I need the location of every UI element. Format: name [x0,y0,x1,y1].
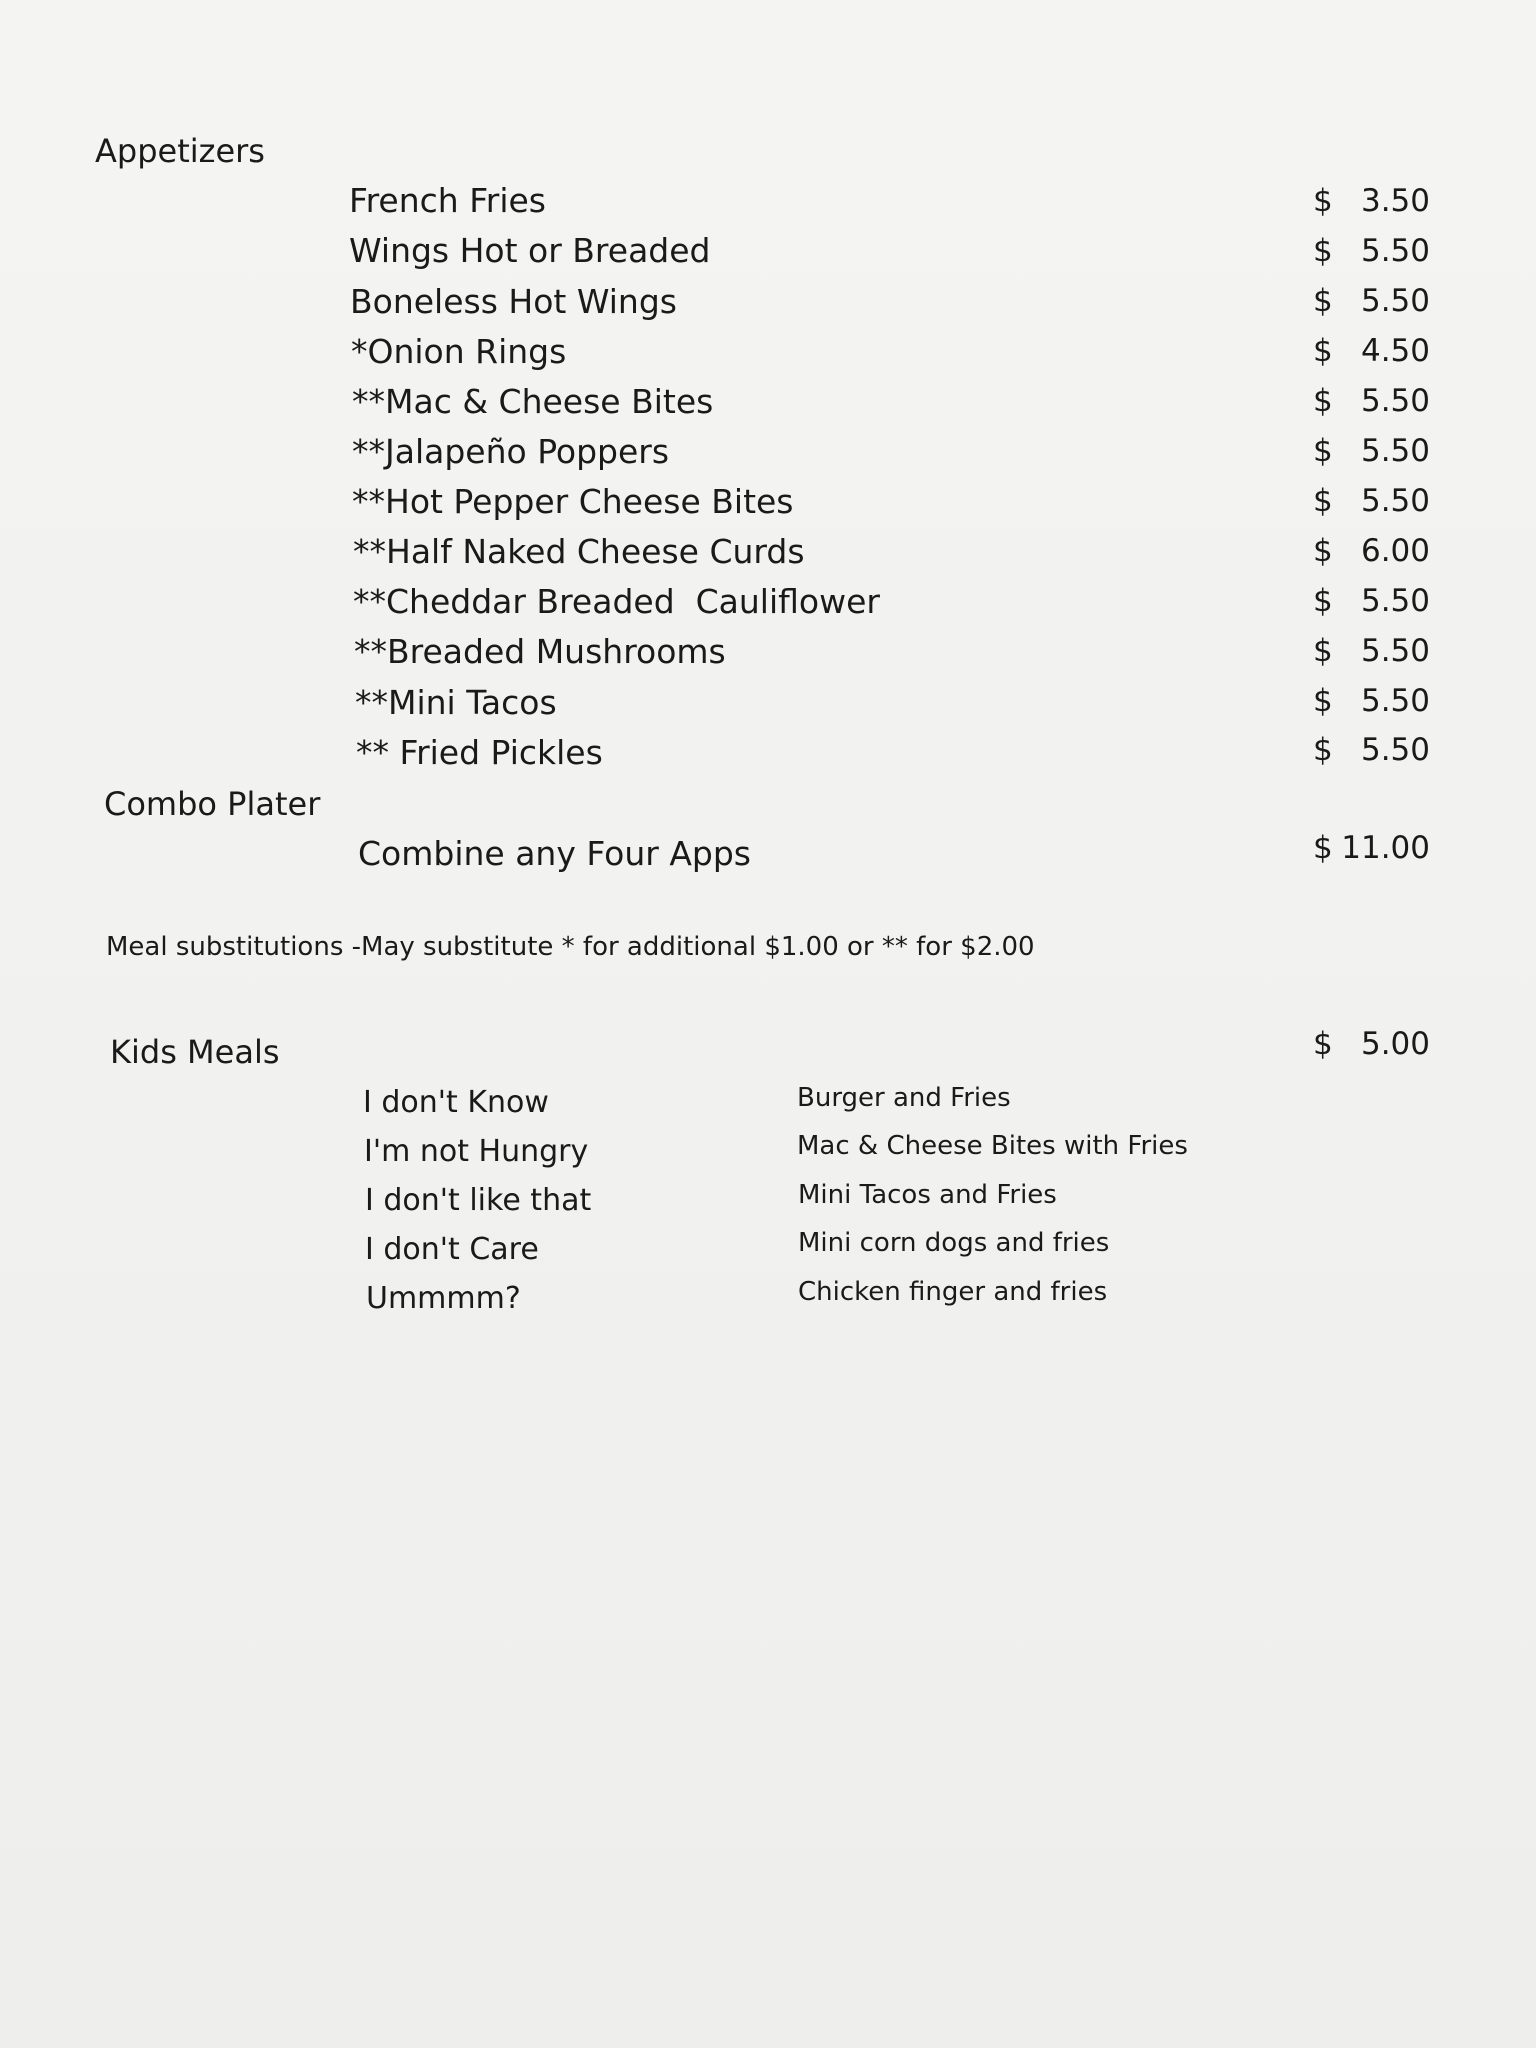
kids-item-description: Mini corn dogs and fries [798,1228,1110,1258]
item-name: Boneless Hot Wings [350,282,677,321]
item-name: **Jalapeño Poppers [352,432,670,471]
kids-title: Kids Meals [110,1033,280,1071]
kids-item-name: Ummmm? [366,1281,521,1316]
item-name: **Cheddar Breaded Cauliflower [353,582,880,621]
currency-symbol: $ [1313,283,1333,319]
item-price: 4.50 [1360,333,1430,369]
currency-symbol: $ [1313,183,1333,219]
currency-symbol: $ [1313,533,1333,569]
kids-item-description: Mac & Cheese Bites with Fries [797,1131,1188,1161]
combo-title: Combo Plater [104,785,321,823]
currency-symbol: $ [1313,732,1333,768]
currency-symbol: $ [1313,683,1333,719]
item-name: ** Fried Pickles [356,733,603,772]
item-name: **Mini Tacos [355,683,557,722]
currency-symbol: $ [1313,383,1333,419]
item-price: 5.50 [1360,433,1430,469]
currency-symbol: $ [1313,633,1333,669]
item-price: 5.50 [1360,383,1430,419]
item-name: **Breaded Mushrooms [354,632,726,671]
kids-item-name: I don't Know [363,1085,549,1120]
currency-symbol: $ [1313,483,1333,519]
kids-item-name: I don't like that [365,1183,592,1218]
currency-symbol: $ [1313,1026,1333,1062]
item-name: French Fries [349,181,547,220]
currency-symbol: $ [1313,830,1333,866]
kids-item-description: Mini Tacos and Fries [798,1180,1057,1210]
item-price: 3.50 [1360,183,1430,219]
kids-item-description: Burger and Fries [797,1083,1011,1113]
item-name: Combine any Four Apps [358,834,751,873]
currency-symbol: $ [1313,333,1333,369]
kids-item-name: I don't Care [365,1232,539,1267]
item-price: 11.00 [1341,830,1430,866]
item-price: 5.50 [1360,732,1430,768]
item-name: Wings Hot or Breaded [349,231,711,270]
item-price: 5.50 [1360,683,1430,719]
kids-price: 5.00 [1360,1026,1430,1062]
appetizers-title: Appetizers [95,132,265,170]
item-name: *Onion Rings [351,332,567,371]
currency-symbol: $ [1313,233,1333,269]
kids-item-description: Chicken finger and fries [798,1277,1108,1307]
item-price: 5.50 [1360,283,1430,319]
item-name: **Half Naked Cheese Curds [353,532,805,571]
kids-item-name: I'm not Hungry [364,1134,589,1169]
item-name: **Hot Pepper Cheese Bites [352,482,794,521]
item-price: 5.50 [1360,233,1430,269]
item-price: 5.50 [1360,583,1430,619]
substitution-note: Meal substitutions -May substitute * for additional $1.00 or ** for $2.00 [106,932,1035,962]
currency-symbol: $ [1313,433,1333,469]
currency-symbol: $ [1313,583,1333,619]
item-price: 6.00 [1360,533,1430,569]
item-price: 5.50 [1360,633,1430,669]
item-name: **Mac & Cheese Bites [352,382,714,421]
item-price: 5.50 [1360,483,1430,519]
